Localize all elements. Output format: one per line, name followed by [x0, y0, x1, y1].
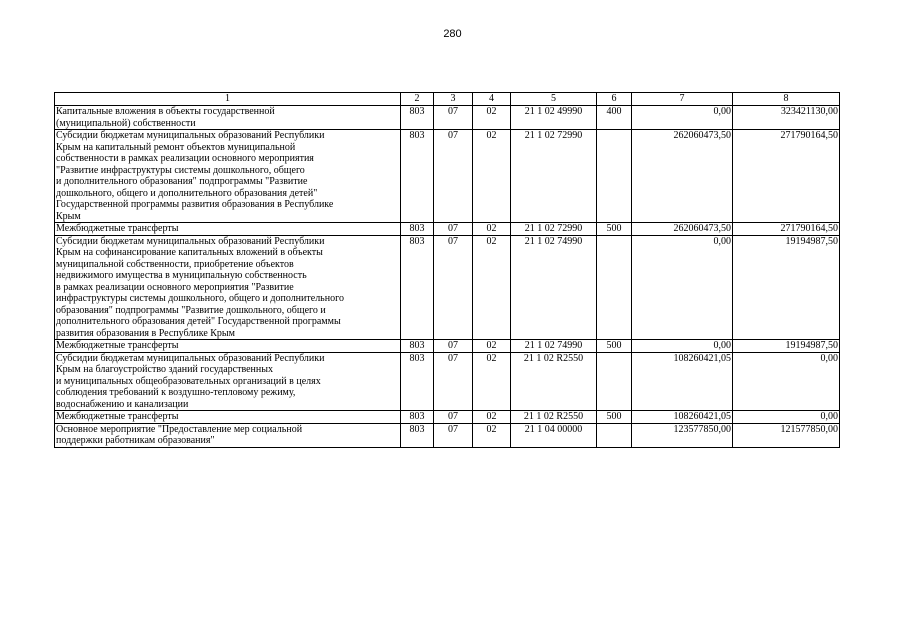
table-row	[55, 235, 840, 340]
subsection-code-cell: 02	[473, 106, 511, 130]
section-code-cell: 07	[434, 411, 473, 424]
row-name-cell	[55, 223, 401, 236]
row-name-cell	[55, 340, 401, 353]
amount-col7-cell: 123577850,00	[632, 423, 733, 447]
header-col-6: 6	[597, 93, 632, 106]
budget-table	[54, 92, 840, 448]
row-name-cell	[55, 423, 401, 447]
row-name-cell	[55, 130, 401, 223]
row-name-line: и дополнительного образования" подпрограммы "Развитие	[56, 176, 308, 187]
amount-col7-cell: 108260421,05	[632, 352, 733, 411]
amount-col7-cell: 108260421,05	[632, 411, 733, 424]
table-header-row	[55, 93, 840, 106]
row-name-line: (муниципальной) собственности	[56, 117, 196, 129]
row-name-line: Межбюджетные трансферты	[56, 340, 179, 351]
admin-code-cell: 803	[401, 223, 434, 236]
page-number: 280	[443, 28, 462, 40]
row-name-line: Межбюджетные трансферты	[56, 411, 179, 422]
expense-type-cell	[597, 130, 632, 223]
section-code-cell: 07	[434, 223, 473, 236]
table-row	[55, 352, 840, 411]
subsection-code-cell: 02	[473, 352, 511, 411]
expense-type-cell: 500	[597, 411, 632, 424]
admin-code-cell: 803	[401, 352, 434, 411]
header-col-3: 3	[434, 93, 473, 106]
row-name-line: Межбюджетные трансферты	[56, 223, 179, 234]
target-article-cell: 21 1 04 00000	[511, 423, 597, 447]
row-name-cell	[55, 106, 401, 130]
amount-col8-cell: 0,00	[733, 352, 840, 411]
header-col-1: 1	[55, 93, 401, 106]
row-name-cell	[55, 411, 401, 424]
amount-col8-cell: 19194987,50	[733, 235, 840, 340]
table-row	[55, 411, 840, 424]
row-name-line: соблюдения требований к воздушно-тепловому режиму,	[56, 387, 296, 398]
target-article-cell: 21 1 02 72990	[511, 223, 597, 236]
section-code-cell: 07	[434, 340, 473, 353]
header-col-5: 5	[511, 93, 597, 106]
row-name-line: "Развитие инфраструктуры системы дошкольного, общего	[56, 164, 305, 176]
row-name-line: развития образования в Республике Крым	[56, 327, 235, 339]
target-article-cell: 21 1 02 74990	[511, 340, 597, 353]
amount-col8-cell: 271790164,50	[733, 223, 840, 236]
row-name-line: Государственной программы развития образования в Республике	[56, 199, 334, 210]
row-name-line: Крым	[56, 210, 81, 222]
table-body	[55, 106, 840, 448]
amount-col7-cell: 0,00	[632, 235, 733, 340]
header-col-2: 2	[401, 93, 434, 106]
row-name-line: Крым на капитальный ремонт объектов муниципальной	[56, 141, 296, 153]
row-name-line: Крым на благоустройство зданий государственных	[56, 364, 273, 375]
table-row	[55, 340, 840, 353]
expense-type-cell	[597, 423, 632, 447]
expense-type-cell: 400	[597, 106, 632, 130]
row-name-line: дополнительного образования детей" Государственной программы	[56, 316, 341, 327]
admin-code-cell: 803	[401, 130, 434, 223]
admin-code-cell: 803	[401, 340, 434, 353]
amount-col8-cell: 121577850,00	[733, 423, 840, 447]
amount-col7-cell: 262060473,50	[632, 223, 733, 236]
admin-code-cell: 803	[401, 423, 434, 447]
target-article-cell: 21 1 02 72990	[511, 130, 597, 223]
row-name-line: недвижимого имущества в муниципальную собственность	[56, 270, 307, 281]
target-article-cell: 21 1 02 R2550	[511, 411, 597, 424]
section-code-cell: 07	[434, 235, 473, 340]
row-name-line: муниципальной собственности, приобретение объектов	[56, 258, 294, 270]
amount-col8-cell: 19194987,50	[733, 340, 840, 353]
row-name-line: и муниципальных общеобразовательных организаций в целях	[56, 375, 321, 387]
row-name-cell	[55, 352, 401, 411]
row-name-line: Капитальные вложения в объекты государственной	[56, 106, 275, 117]
amount-col8-cell: 323421130,00	[733, 106, 840, 130]
amount-col7-cell: 0,00	[632, 106, 733, 130]
amount-col7-cell: 262060473,50	[632, 130, 733, 223]
expense-type-cell: 500	[597, 223, 632, 236]
expense-type-cell	[597, 235, 632, 340]
row-name-line: образования" подпрограммы "Развитие дошкольного, общего и	[56, 304, 326, 316]
row-name-line: в рамках реализации основного мероприятия "Развитие	[56, 281, 294, 293]
row-name-line: инфраструктуры системы дошкольного, общего и дополнительного	[56, 293, 344, 304]
expense-type-cell	[597, 352, 632, 411]
table-row	[55, 223, 840, 236]
row-name-line: дошкольного, общего и дополнительного образования детей"	[56, 187, 318, 199]
row-name-cell	[55, 235, 401, 340]
amount-col8-cell: 0,00	[733, 411, 840, 424]
table-row	[55, 130, 840, 223]
section-code-cell: 07	[434, 106, 473, 130]
target-article-cell: 21 1 02 74990	[511, 235, 597, 340]
admin-code-cell: 803	[401, 235, 434, 340]
amount-col7-cell: 0,00	[632, 340, 733, 353]
header-col-4: 4	[473, 93, 511, 106]
table-row	[55, 106, 840, 130]
row-name-line: поддержки работникам образования"	[56, 435, 215, 446]
header-col-7: 7	[632, 93, 733, 106]
subsection-code-cell: 02	[473, 340, 511, 353]
row-name-line: водоснабжению и канализации	[56, 398, 189, 410]
row-name-line: Субсидии бюджетам муниципальных образований Республики	[56, 130, 325, 141]
target-article-cell: 21 1 02 R2550	[511, 352, 597, 411]
section-code-cell: 07	[434, 423, 473, 447]
subsection-code-cell: 02	[473, 423, 511, 447]
amount-col8-cell: 271790164,50	[733, 130, 840, 223]
subsection-code-cell: 02	[473, 223, 511, 236]
expense-type-cell: 500	[597, 340, 632, 353]
target-article-cell: 21 1 02 49990	[511, 106, 597, 130]
row-name-line: собственности в рамках реализации основного мероприятия	[56, 153, 314, 164]
row-name-line: Основное мероприятие "Предоставление мер социальной	[56, 423, 303, 435]
section-code-cell: 07	[434, 352, 473, 411]
table-row	[55, 423, 840, 447]
subsection-code-cell: 02	[473, 235, 511, 340]
header-col-8: 8	[733, 93, 840, 106]
row-name-line: Крым на софинансирование капитальных вложений в объекты	[56, 247, 323, 258]
row-name-line: Субсидии бюджетам муниципальных образований Республики	[56, 352, 325, 364]
subsection-code-cell: 02	[473, 130, 511, 223]
admin-code-cell: 803	[401, 106, 434, 130]
section-code-cell: 07	[434, 130, 473, 223]
admin-code-cell: 803	[401, 411, 434, 424]
subsection-code-cell: 02	[473, 411, 511, 424]
row-name-line: Субсидии бюджетам муниципальных образований Республики	[56, 235, 325, 247]
